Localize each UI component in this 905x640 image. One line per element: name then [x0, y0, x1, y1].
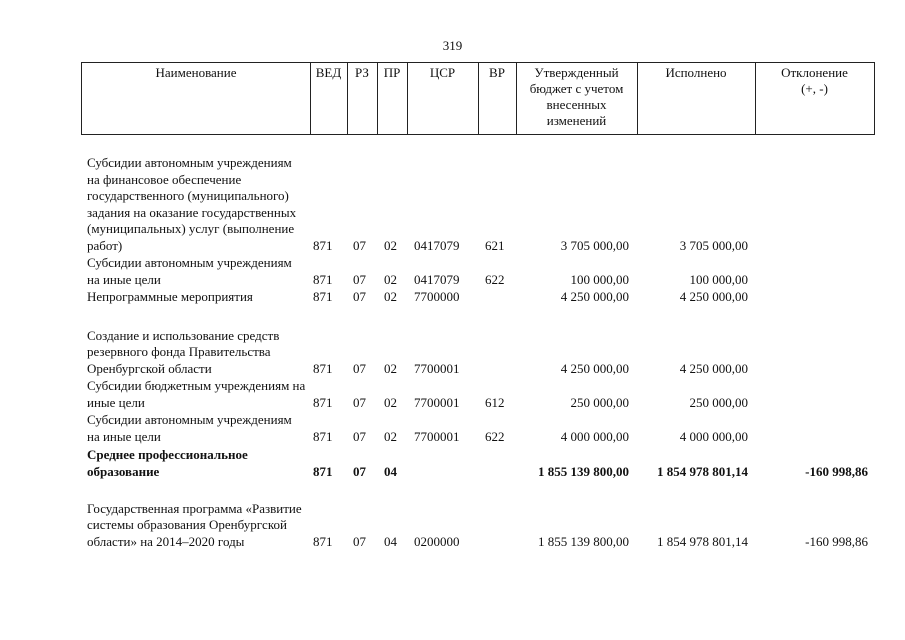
header-rz: РЗ	[355, 65, 369, 80]
row-vr: 612	[485, 394, 505, 410]
row-csr: 7700000	[414, 288, 460, 304]
row-rz: 07	[353, 237, 366, 253]
row-budget: 1 855 139 800,00	[538, 463, 629, 479]
row-executed: 100 000,00	[689, 271, 748, 287]
table-row	[0, 288, 905, 305]
row-csr: 0417079	[414, 271, 460, 287]
row-rz: 07	[353, 360, 366, 376]
row-executed: 1 854 978 801,14	[657, 533, 748, 549]
row-csr: 7700001	[414, 394, 460, 410]
table-row	[0, 134, 905, 254]
row-ved: 871	[313, 533, 333, 549]
row-pr: 02	[384, 360, 397, 376]
row-csr: 0200000	[414, 533, 460, 549]
row-pr: 04	[384, 533, 397, 549]
header-ved: ВЕД	[315, 65, 342, 80]
row-ved: 871	[313, 288, 333, 304]
row-name: Субсидии автономным учреждениям на иные цели	[87, 255, 292, 287]
row-csr: 7700001	[414, 428, 460, 444]
header-pr: ПР	[383, 65, 401, 80]
row-rz: 07	[353, 428, 366, 444]
row-deviation: -160 998,86	[805, 533, 868, 549]
row-executed: 4 000 000,00	[679, 428, 748, 444]
row-deviation: -160 998,86	[805, 463, 868, 479]
row-ved: 871	[313, 394, 333, 410]
row-executed: 4 250 000,00	[679, 360, 748, 376]
row-executed: 250 000,00	[689, 394, 748, 410]
row-ved: 871	[313, 463, 333, 479]
row-budget: 1 855 139 800,00	[538, 533, 629, 549]
row-executed: 3 705 000,00	[679, 237, 748, 253]
row-budget: 100 000,00	[570, 271, 629, 287]
row-budget: 4 000 000,00	[560, 428, 629, 444]
row-name: Государственная программа «Развитие системы образования Оренбургской области» на 2014–2020 годы	[87, 500, 302, 549]
header-name: Наименование	[155, 65, 237, 80]
row-budget: 4 250 000,00	[560, 288, 629, 304]
row-name: Субсидии автономным учреждениям на финансовое обеспечение государственного (муниципального) задания на оказание государственных (муниципальных) услуг (выполнение работ)	[87, 155, 297, 253]
row-name: Субсидии автономным учреждениям на иные цели	[87, 412, 292, 444]
row-executed: 4 250 000,00	[679, 288, 748, 304]
row-vr: 621	[485, 237, 505, 253]
row-budget: 4 250 000,00	[560, 360, 629, 376]
row-budget: 3 705 000,00	[560, 237, 629, 253]
row-vr: 622	[485, 271, 505, 287]
row-pr: 02	[384, 394, 397, 410]
row-name: Создание и использование средств резервного фонда Правительства Оренбургской области	[87, 327, 280, 376]
row-name: Среднее профессиональное образование	[87, 447, 248, 479]
row-rz: 07	[353, 394, 366, 410]
row-csr: 7700001	[414, 360, 460, 376]
header-executed: Исполнено	[665, 65, 727, 80]
row-rz: 07	[353, 533, 366, 549]
row-rz: 07	[353, 271, 366, 287]
table-row	[0, 411, 905, 445]
row-ved: 871	[313, 360, 333, 376]
header-deviation: Отклонение (+, -)	[781, 65, 848, 96]
table-row	[0, 254, 905, 288]
row-vr: 622	[485, 428, 505, 444]
row-pr: 02	[384, 271, 397, 287]
table-header	[81, 62, 875, 135]
row-pr: 02	[384, 288, 397, 304]
table-row	[0, 445, 905, 480]
row-budget: 250 000,00	[570, 394, 629, 410]
row-pr: 02	[384, 428, 397, 444]
table-row	[0, 377, 905, 411]
row-pr: 02	[384, 237, 397, 253]
row-rz: 07	[353, 463, 366, 479]
row-ved: 871	[313, 271, 333, 287]
row-ved: 871	[313, 428, 333, 444]
page-number: 319	[442, 38, 463, 53]
row-rz: 07	[353, 288, 366, 304]
header-budget: Утвержденный бюджет с учетом внесенных изменений	[529, 65, 624, 128]
row-name: Субсидии бюджетным учреждениям на иные цели	[87, 378, 306, 410]
row-pr: 04	[384, 463, 397, 479]
header-csr: ЦСР	[429, 65, 456, 80]
table-row	[0, 305, 905, 377]
table-row	[0, 480, 905, 550]
row-name: Непрограммные мероприятия	[87, 288, 253, 304]
row-ved: 871	[313, 237, 333, 253]
row-csr: 0417079	[414, 237, 460, 253]
header-vr: ВР	[489, 65, 505, 80]
row-executed: 1 854 978 801,14	[657, 463, 748, 479]
